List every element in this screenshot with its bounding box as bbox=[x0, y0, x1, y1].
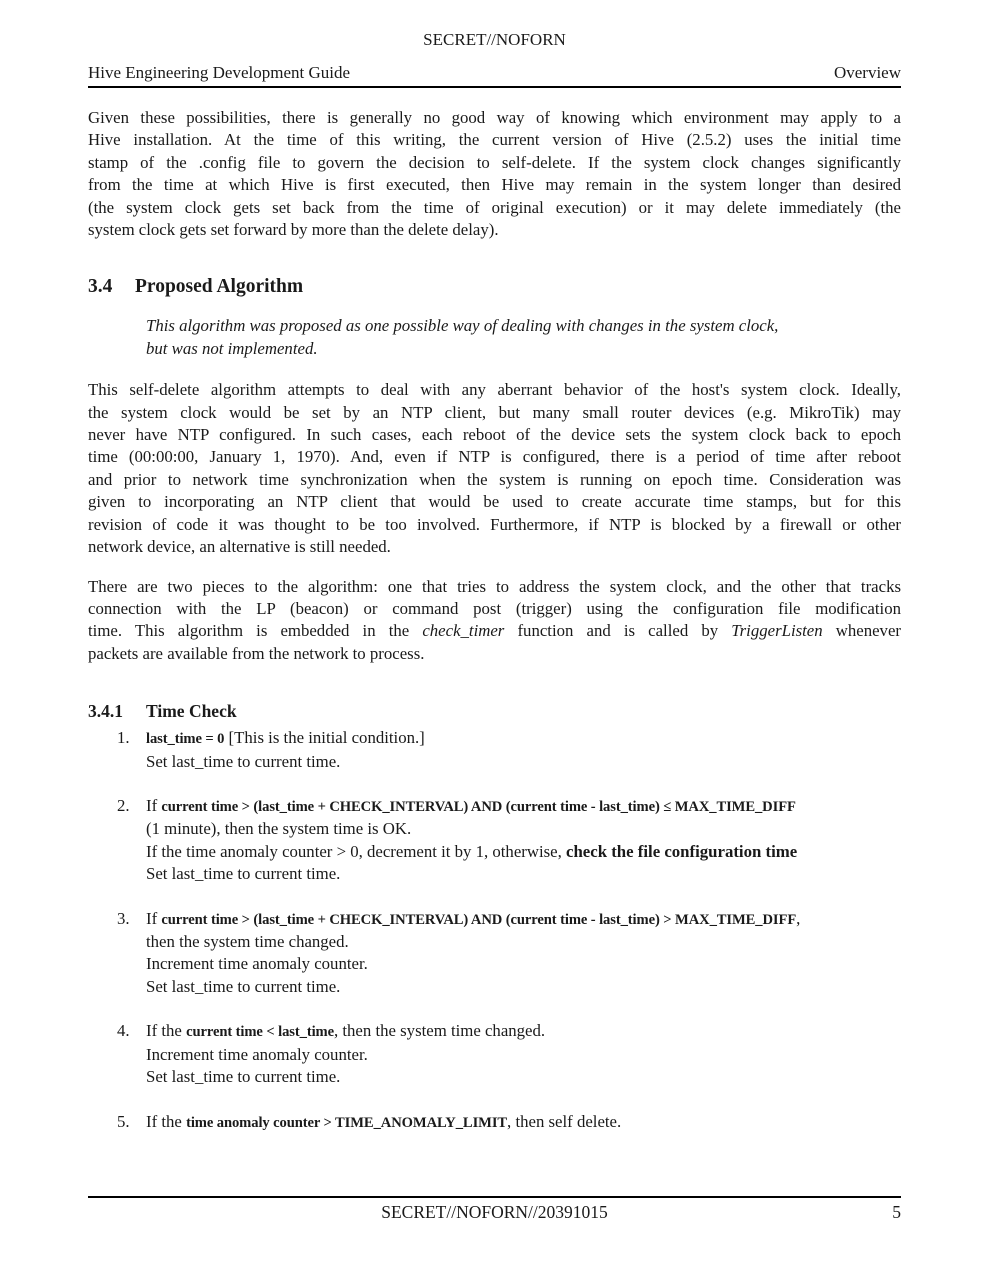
bold-run: check the file configuration time bbox=[566, 841, 798, 861]
list-item-number: 2. bbox=[117, 795, 130, 815]
text-run: but was not implemented. bbox=[146, 338, 318, 358]
text-run: There are two pieces to the algorithm: one that tries to address the system clock, and the other that tracks bbox=[88, 576, 901, 596]
text-line bbox=[146, 931, 901, 953]
text-run: system clock gets set forward by more than the delete delay). bbox=[88, 220, 499, 240]
doc-title: Hive Engineering Development Guide bbox=[88, 63, 351, 82]
text-line bbox=[146, 953, 901, 975]
list-item-number: 4. bbox=[117, 1021, 130, 1041]
text-line bbox=[146, 1020, 901, 1043]
list-item-li3 bbox=[88, 908, 901, 999]
text-line bbox=[88, 491, 901, 513]
paragraph bbox=[88, 576, 901, 666]
text-line bbox=[88, 152, 901, 174]
text-line bbox=[88, 424, 901, 446]
text-run: time. This algorithm is embedded in the bbox=[88, 621, 423, 641]
text-line bbox=[88, 219, 901, 241]
keyword-bold-run: current time > (last_time + CHECK_INTERVAL) AND (current time - last_time) ≤ MAX_TIME_DIFF bbox=[161, 798, 796, 815]
document-footer bbox=[88, 1196, 901, 1223]
text-line bbox=[146, 315, 901, 337]
paragraph bbox=[88, 379, 901, 558]
text-line bbox=[146, 727, 901, 750]
section-heading-h34 bbox=[88, 274, 901, 300]
note-paragraph bbox=[146, 315, 901, 360]
text-line bbox=[88, 129, 901, 151]
text-run: packets are available from the network to process. bbox=[88, 643, 425, 663]
section-number: 3.4 bbox=[88, 276, 113, 298]
text-run: revision of code it was thought to be too involved. Furthermore, if NTP is blocked by a firewall or other bbox=[88, 514, 901, 534]
text-run: If the bbox=[146, 1021, 187, 1041]
list-item-number: 3. bbox=[117, 908, 130, 928]
text-run: connection with the LP (beacon) or command post (trigger) using the configuration file modification bbox=[88, 598, 901, 618]
list-item-li5 bbox=[88, 1111, 901, 1134]
section-title: Time Check bbox=[146, 701, 237, 722]
text-line bbox=[146, 976, 901, 998]
text-run: and prior to network time synchronization when the system is running on epoch time. Consideration was bbox=[88, 469, 901, 489]
text-line bbox=[88, 643, 901, 665]
document-body bbox=[88, 88, 901, 1135]
text-line bbox=[146, 795, 901, 818]
text-line bbox=[88, 469, 901, 491]
list-item-text bbox=[146, 795, 901, 886]
text-line bbox=[146, 841, 901, 863]
list-item-text bbox=[146, 1020, 901, 1088]
text-line bbox=[146, 1111, 901, 1134]
text-line bbox=[146, 1066, 901, 1088]
text-line bbox=[88, 107, 901, 129]
text-line bbox=[88, 514, 901, 536]
keyword-bold-run: current time < last_time bbox=[186, 1024, 334, 1041]
text-run: Increment time anomaly counter. bbox=[146, 1044, 368, 1064]
text-line bbox=[146, 818, 901, 840]
text-line bbox=[88, 379, 901, 401]
section-heading-h341 bbox=[88, 699, 901, 723]
list-item-li1 bbox=[88, 727, 901, 773]
text-line bbox=[146, 863, 901, 885]
italic-run: TriggerListen bbox=[731, 621, 823, 641]
text-run: If bbox=[146, 795, 162, 815]
text-line bbox=[88, 576, 901, 598]
text-run: If the bbox=[146, 1112, 187, 1132]
text-line bbox=[88, 197, 901, 219]
list-item-text bbox=[146, 727, 901, 773]
text-run: Increment time anomaly counter. bbox=[146, 954, 368, 974]
text-line bbox=[88, 598, 901, 620]
text-run: (the system clock gets set back from the time of original execution) or it may delete immediately (the bbox=[88, 197, 901, 217]
keyword-bold-run: current time > (last_time + CHECK_INTERVAL) AND (current time - last_time) > MAX_TIME_DIFF bbox=[161, 911, 797, 928]
text-line bbox=[146, 908, 901, 931]
text-run: the system clock would be set by an NTP client, but many small router devices (e.g. MikroTik) may bbox=[88, 402, 901, 422]
text-run: never have NTP configured. In such cases, each reboot of the device sets the system clock back to epoch bbox=[88, 425, 901, 445]
keyword-bold-run: last_time = 0 bbox=[146, 731, 225, 748]
text-run: Set last_time to current time. bbox=[146, 751, 341, 771]
list-item-number: 5. bbox=[117, 1112, 130, 1132]
text-run: time (00:00:00, January 1, 1970). And, even if NTP is configured, there is a period of time after reboot bbox=[88, 447, 901, 467]
text-line bbox=[146, 751, 901, 773]
text-run: Given these possibilities, there is generally no good way of knowing which environment may apply to a bbox=[88, 108, 901, 127]
text-run: (1 minute), then the system time is OK. bbox=[146, 819, 412, 839]
text-run: [This is the initial condition.] bbox=[224, 728, 425, 748]
text-run: If bbox=[146, 908, 162, 928]
doc-section-label: Overview bbox=[833, 63, 901, 82]
italic-run: check_timer bbox=[422, 621, 505, 641]
text-line bbox=[88, 402, 901, 424]
paragraph bbox=[88, 107, 901, 241]
text-run: Set last_time to current time. bbox=[146, 864, 341, 884]
text-run: whenever bbox=[822, 621, 901, 641]
text-line bbox=[146, 338, 901, 360]
text-run: Hive installation. At the time of this writing, the current version of Hive (2.5.2) uses the initial time bbox=[88, 130, 901, 150]
text-line bbox=[88, 536, 901, 558]
text-run: given to incorporating an NTP client that would be used to create accurate time stamps, but for this bbox=[88, 492, 901, 512]
page-number: 5 bbox=[892, 1202, 901, 1222]
list-item-li4 bbox=[88, 1020, 901, 1088]
text-run: Set last_time to current time. bbox=[146, 1067, 341, 1086]
footer-classification: SECRET//NOFORN//20391015 bbox=[381, 1202, 608, 1222]
text-line bbox=[88, 620, 901, 642]
text-run: stamp of the .config file to govern the decision to self-delete. If the system clock changes significantly bbox=[88, 152, 901, 172]
text-run: , then self delete. bbox=[507, 1112, 622, 1132]
document-header bbox=[88, 62, 901, 88]
text-run: then the system time changed. bbox=[146, 931, 349, 951]
classification-banner: SECRET//NOFORN bbox=[423, 30, 566, 49]
text-line bbox=[146, 1044, 901, 1066]
list-item-text bbox=[146, 908, 901, 999]
list-item-li2 bbox=[88, 795, 901, 886]
text-run: function and is called by bbox=[504, 621, 732, 641]
keyword-bold-run: time anomaly counter > TIME_ANOMALY_LIMIT bbox=[186, 1115, 508, 1132]
text-run: , then the system time changed. bbox=[333, 1021, 546, 1041]
text-line bbox=[88, 446, 901, 468]
text-line bbox=[88, 174, 901, 196]
section-number: 3.4.1 bbox=[88, 701, 123, 722]
section-title: Proposed Algorithm bbox=[135, 276, 304, 298]
list-item-text bbox=[146, 1111, 901, 1134]
text-run: If the time anomaly counter > 0, decrement it by 1, otherwise, bbox=[146, 841, 567, 861]
text-run: , bbox=[796, 908, 801, 928]
list-item-number: 1. bbox=[117, 728, 130, 748]
text-run: This algorithm was proposed as one possible way of dealing with changes in the system clock, bbox=[146, 316, 779, 336]
text-run: Set last_time to current time. bbox=[146, 976, 341, 996]
text-run: This self-delete algorithm attempts to deal with any aberrant behavior of the host's system clock. Ideally, bbox=[88, 380, 901, 400]
text-run: from the time at which Hive is first executed, then Hive may remain in the system longer than desired bbox=[88, 175, 901, 195]
text-run: network device, an alternative is still needed. bbox=[88, 537, 391, 557]
